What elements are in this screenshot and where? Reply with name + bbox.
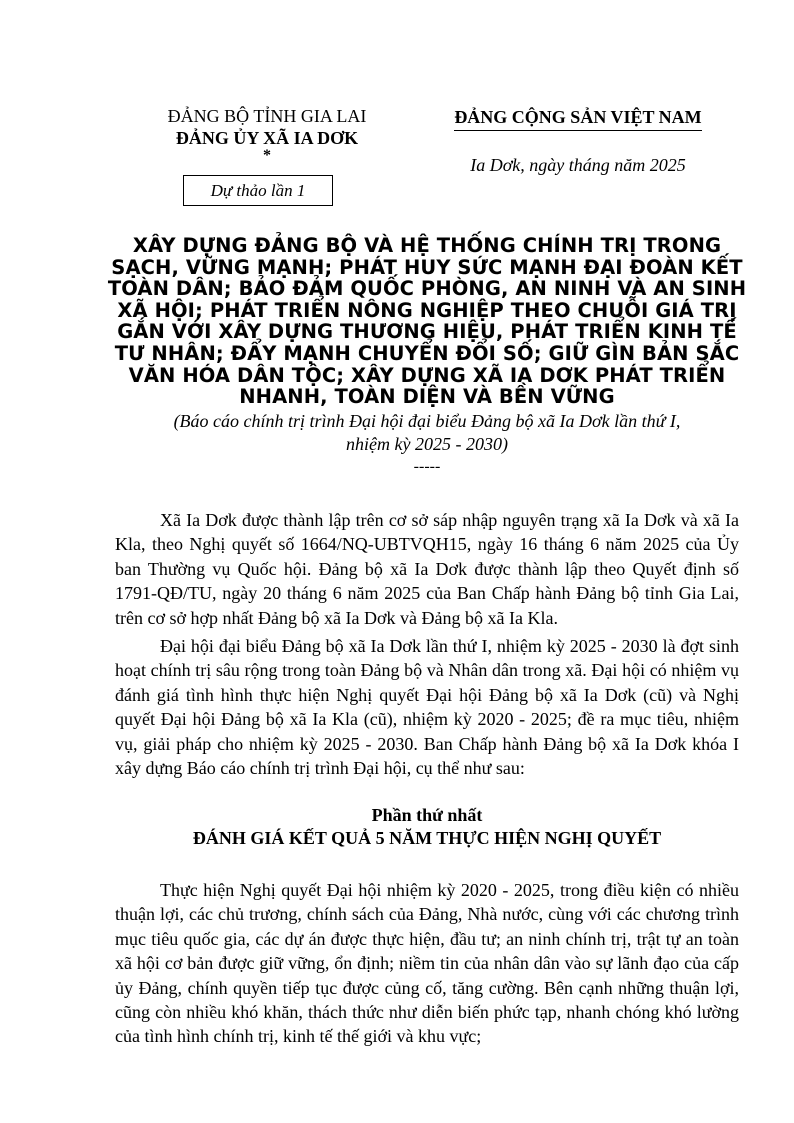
intro-paragraph-2: Đại hội đại biểu Đảng bộ xã Ia Dơk lần thứ I, nhiệm kỳ 2025 - 2030 là đợt sinh hoạt chính trị sâu rộng trong toàn Đảng bộ và Nhân dân trong xã. Đại hội có nhiệm vụ đánh giá tình hình thực hiện Nghị quyết Đại hội Đảng bộ xã Ia Dơk (cũ) và Nghị quyết Đại hội Đảng bộ xã Ia Kla (cũ), nhiệm kỳ 2020 - 2025; đề ra mục tiêu, nhiệm vụ, giải pháp cho nhiệm kỳ 2025 - 2030. Ban Chấp hành Đảng bộ xã Ia Dơk khóa I xây dựng Báo cáo chính trị trình Đại hội, cụ thể như sau: xyxy=(115,636,739,779)
draft-label-box: Dự thảo lần 1 xyxy=(183,175,333,206)
document-subtitle xyxy=(100,410,754,456)
intro-paragraph-2-block xyxy=(115,634,739,780)
commune-party-committee-name: ĐẢNG ỦY XÃ IA DƠK xyxy=(175,128,359,148)
place-date-line: Ia Dơk, ngày tháng năm 2025 xyxy=(470,155,686,175)
section-heading xyxy=(100,804,754,850)
subtitle-line-1: (Báo cáo chính trị trình Đại hội đại biểu Đảng bộ xã Ia Dơk lần thứ I, xyxy=(173,411,681,431)
section-paragraph-block xyxy=(115,878,739,1049)
party-name: ĐẢNG CỘNG SẢN VIỆT NAM xyxy=(454,105,701,131)
header-right xyxy=(442,105,714,176)
header-star: * xyxy=(263,147,271,164)
document-title: XÂY DỰNG ĐẢNG BỘ VÀ HỆ THỐNG CHÍNH TRỊ TRONG SẠCH, VỮNG MẠNH; PHÁT HUY SỨC MẠNH ĐẠI ĐOÀN KẾT TOÀN DÂN; BẢO ĐẢM QUỐC PHÒNG, AN NINH VÀ AN SINH XÃ HỘI; PHÁT TRIỂN NÔNG NGHIỆP THEO CHUỖI GIÁ TRỊ GẮN VỚI XÂY DỰNG THƯƠNG HIỆU, PHÁT TRIỂN KINH TẾ TƯ NHÂN; ĐẨY MẠNH CHUYỂN ĐỔI SỐ; GIỮ GÌN BẢN SẮC VĂN HÓA DÂN TỘC; XÂY DỰNG XÃ IA DƠK PHÁT TRIỂN NHANH, TOÀN DIỆN VÀ BỀN VỮNG xyxy=(107,234,747,409)
section-title: ĐÁNH GIÁ KẾT QUẢ 5 NĂM THỰC HIỆN NGHỊ QUYẾT xyxy=(192,828,662,848)
subtitle-line-2: nhiệm kỳ 2025 - 2030) xyxy=(346,434,508,454)
section-paragraph-1: Thực hiện Nghị quyết Đại hội nhiệm kỳ 2020 - 2025, trong điều kiện có nhiều thuận lợi, các chủ trương, chính sách của Đảng, Nhà nước, cùng với các chương trình mục tiêu quốc gia, các dự án được thực hiện, đầu tư; an ninh chính trị, trật tự an toàn xã hội cơ bản được giữ vững, ổn định; niềm tin của nhân dân vào sự lãnh đạo của cấp ủy Đảng, chính quyền tiếp tục được củng cố, tăng cường. Bên cạnh những thuận lợi, cũng còn nhiều khó khăn, thách thức như diễn biến phức tạp, nhanh chóng khó lường của tình hình chính trị, kinh tế thế giới và khu vực; xyxy=(115,880,739,1047)
header-left xyxy=(142,105,392,163)
separator: ----- xyxy=(413,458,441,475)
provincial-party-name: ĐẢNG BỘ TỈNH GIA LAI xyxy=(167,106,367,126)
intro-paragraph-1-block xyxy=(115,508,739,630)
intro-paragraph-1: Xã Ia Dơk được thành lập trên cơ sở sáp nhập nguyên trạng xã Ia Dơk và xã Ia Kla, theo Nghị quyết số 1664/NQ-UBTVQH15, ngày 16 tháng 6 năm 2025 của Ủy ban Thường vụ Quốc hội. Đảng bộ xã Ia Dơk được thành lập theo Quyết định số 1791-QĐ/TU, ngày 20 tháng 6 năm 2025 của Ban Chấp hành Đảng bộ tỉnh Gia Lai, trên cơ sở hợp nhất Đảng bộ xã Ia Dơk và Đảng bộ xã Ia Kla. xyxy=(115,510,739,628)
section-part-label: Phần thứ nhất xyxy=(371,805,483,825)
